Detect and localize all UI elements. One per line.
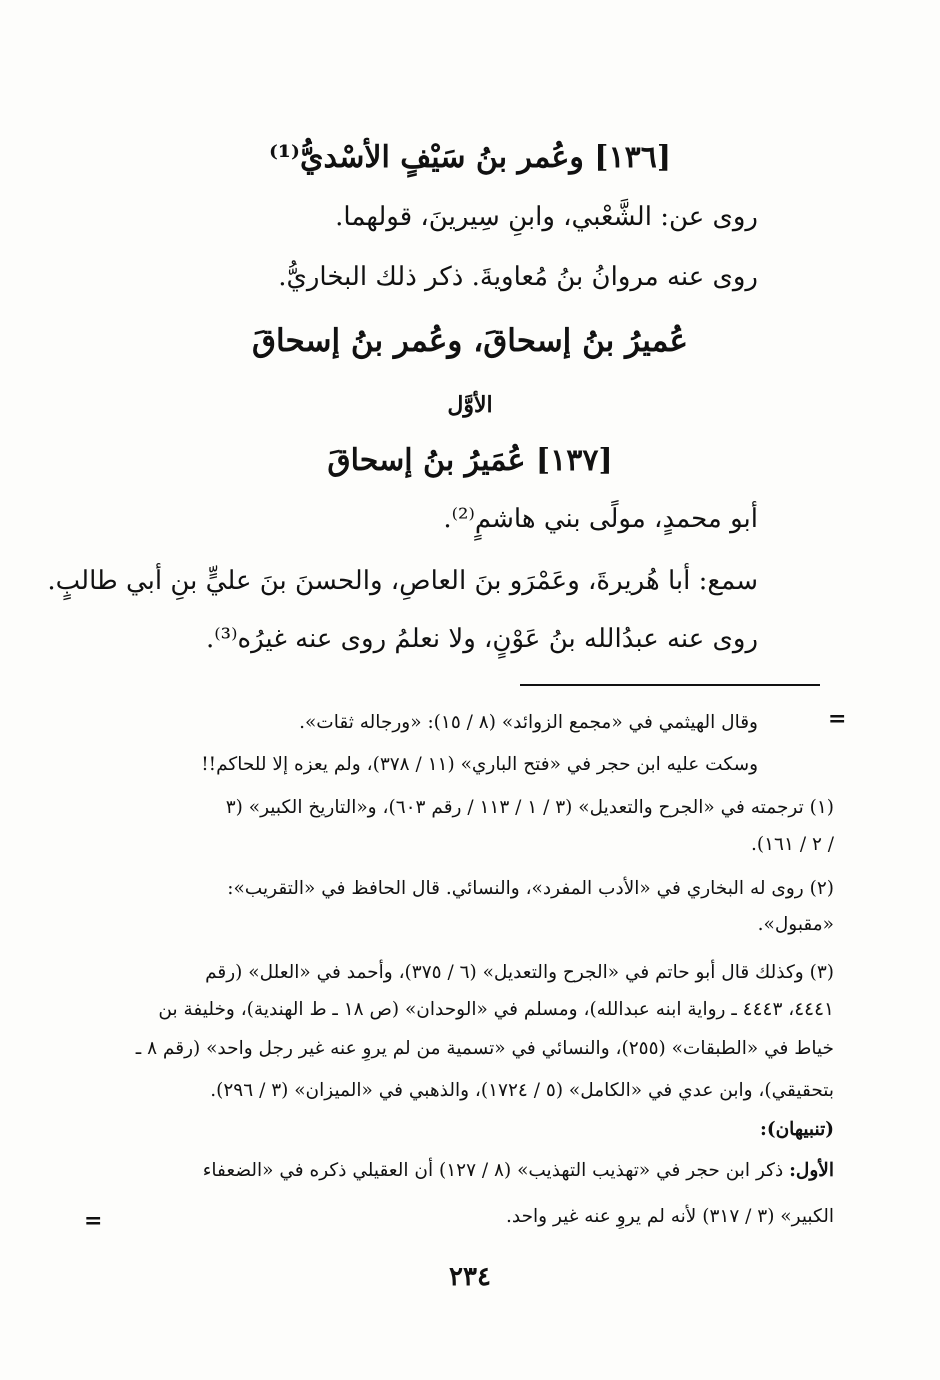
footnote-2-line-2: «مقبول».: [757, 914, 834, 935]
entry-137-line-2: سمع: أبا هُريرةَ، وعَمْرَو بنَ العاصِ، والحسنَ بنَ عليٍّ بنِ أبي طالبٍ.: [47, 566, 758, 596]
margin-mark-top: =: [828, 706, 847, 732]
footnote-3-line-5: (تنبيهان):: [760, 1119, 834, 1140]
note-first-text: ذكر ابن حجر في «تهذيب التهذيب» (٨ / ١٢٧) أن العقيلي ذكره في «الضعفاء: [202, 1160, 784, 1181]
entry-136-heading: [١٣٦] وعُمر بنُ سَيْفٍ الأسْديُّ⁽¹⁾: [268, 140, 672, 175]
footnote-2-line-1: (٢) روى له البخاري في «الأدب المفرد»، والنسائي. قال الحافظ في «التقريب»:: [227, 878, 834, 899]
note-first-line-2: الكبير» (٣ / ٣١٧) لأنه لم يروِ عنه غير واحد.: [505, 1206, 834, 1227]
entry-137-line-3: روى عنه عبدُالله بنُ عَوْنٍ، ولا نعلمُ روى عنه غيرُه⁽³⁾.: [205, 624, 758, 654]
footnote-1-line-2: / ٢ / ١٦١).: [751, 834, 834, 855]
entry-137-heading: [١٣٧] عُمَيرُ بنُ إسحاقَ: [327, 443, 613, 478]
margin-mark-bottom: =: [84, 1208, 103, 1234]
entry-137-line-1: أبو محمدٍ، مولًى بني هاشمٍ⁽²⁾.: [443, 504, 758, 534]
section-heading: عُميرُ بنُ إسحاقَ، وعُمر بنُ إسحاقَ: [252, 323, 688, 359]
footnote-3-line-3: خياط في «الطبقات» (٢٥٥)، والنسائي في «تسمية من لم يروِ عنه غير رجل واحد» (رقم ٨ ـ: [135, 1038, 834, 1059]
footnote-divider: [520, 684, 820, 686]
footnote-3-line-2: ٤٤٤١، ٤٤٤٣ ـ رواية ابنه عبدالله)، ومسلم في «الوحدان» (ص ١٨ ـ ط الهندية)، وخليفة بن: [158, 999, 834, 1020]
note-first-line-1: [203, 1160, 834, 1181]
entry-136-line-1: روى عن: الشَّعْبي، وابنِ سِيرينَ، قولهما.: [335, 202, 758, 232]
footnote-continuation-1: وقال الهيثمي في «مجمع الزوائد» (٨ / ١٥): «ورجاله ثقات».: [299, 712, 758, 733]
footnote-1-line-1: (١) ترجمته في «الجرح والتعديل» (٣ / ١ / ١١٣ / رقم ٦٠٣)، و«التاريخ الكبير» (٣: [225, 797, 834, 818]
footnote-3-line-1: (٣) وكذلك قال أبو حاتم في «الجرح والتعديل» (٦ / ٣٧٥)، وأحمد في «العلل» (رقم: [205, 962, 834, 983]
subheading-first: الأوَّل: [447, 392, 493, 418]
note-first-label: الأول:: [789, 1160, 834, 1181]
entry-136-line-2: روى عنه مروانُ بنُ مُعاويةَ. ذكر ذلك البخاريُّ.: [278, 262, 758, 292]
footnote-3-line-4: بتحقيقي)، وابن عدي في «الكامل» (٥ / ١٧٢٤)، والذهبي في «الميزان» (٣ / ٢٩٦).: [210, 1080, 834, 1101]
page-number: ٢٣٤: [449, 1262, 491, 1292]
footnote-continuation-2: وسكت عليه ابن حجر في «فتح الباري» (١١ / ٣٧٨)، ولم يعزه إلا للحاكم!!: [201, 754, 758, 775]
